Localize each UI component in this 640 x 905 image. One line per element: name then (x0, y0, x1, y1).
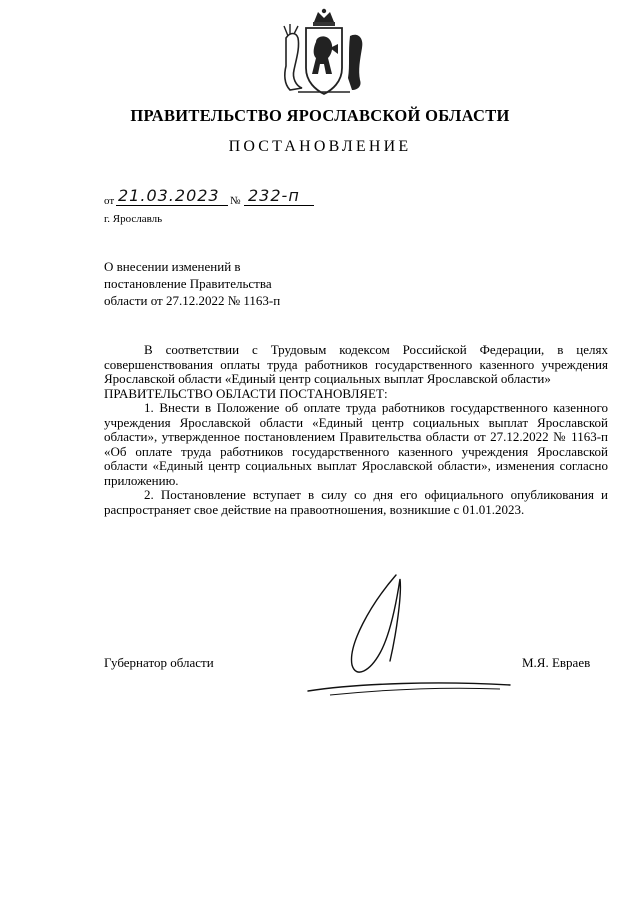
number-underline (244, 205, 314, 206)
coat-of-arms-icon (278, 8, 370, 96)
date-value: 21.03.2023 (118, 186, 220, 205)
date-label: от (104, 195, 115, 207)
number-label: № (230, 195, 241, 207)
preamble-paragraph: В соответствии с Трудовым кодексом Российской Федерации, в целях совершенствования оплаты труда работников государственного казенного учреждения Ярославской области «Единый центр социальных выплат Ярославской области» (104, 342, 608, 386)
subject-line: постановление Правительства (104, 276, 272, 291)
city: г. Ярославль (104, 213, 163, 225)
handwritten-signature (300, 555, 520, 705)
subject-line: области от 27.12.2022 № 1163-п (104, 293, 281, 308)
document-type: ПОСТАНОВЛЕНИЕ (228, 138, 412, 155)
item-1-paragraph: 1. Внести в Положение об оплате труда работников государственного казенного учреждения Ярославской области «Единый центр социальных выплат Ярославской области», утвержденное постановлением Правительства области от 27.12.2022 № 1163-п «Об оплате труда работников государственного казенного учреждения Ярославской области «Единый центр социальных выплат Ярославской области», изменения согласно приложению. (104, 400, 608, 488)
document-body (104, 343, 608, 517)
date-underline (116, 205, 228, 206)
subject-line: О внесении изменений в (104, 259, 241, 274)
item-2-paragraph: 2. Постановление вступает в силу со дня его официального опубликования и распространяет свое действие на правоотношения, возникшие с 01.01.2023. (104, 487, 608, 517)
government-title: ПРАВИТЕЛЬСТВО ЯРОСЛАВСКОЙ ОБЛАСТИ (130, 106, 510, 125)
number-value: 232-п (248, 186, 300, 205)
date-number-line (104, 186, 344, 210)
decree-heading: ПРАВИТЕЛЬСТВО ОБЛАСТИ ПОСТАНОВЛЯЕТ: (104, 385, 388, 401)
document-subject (104, 258, 280, 309)
signer-name: М.Я. Евраев (522, 655, 591, 670)
signer-role: Губернатор области (104, 655, 214, 670)
